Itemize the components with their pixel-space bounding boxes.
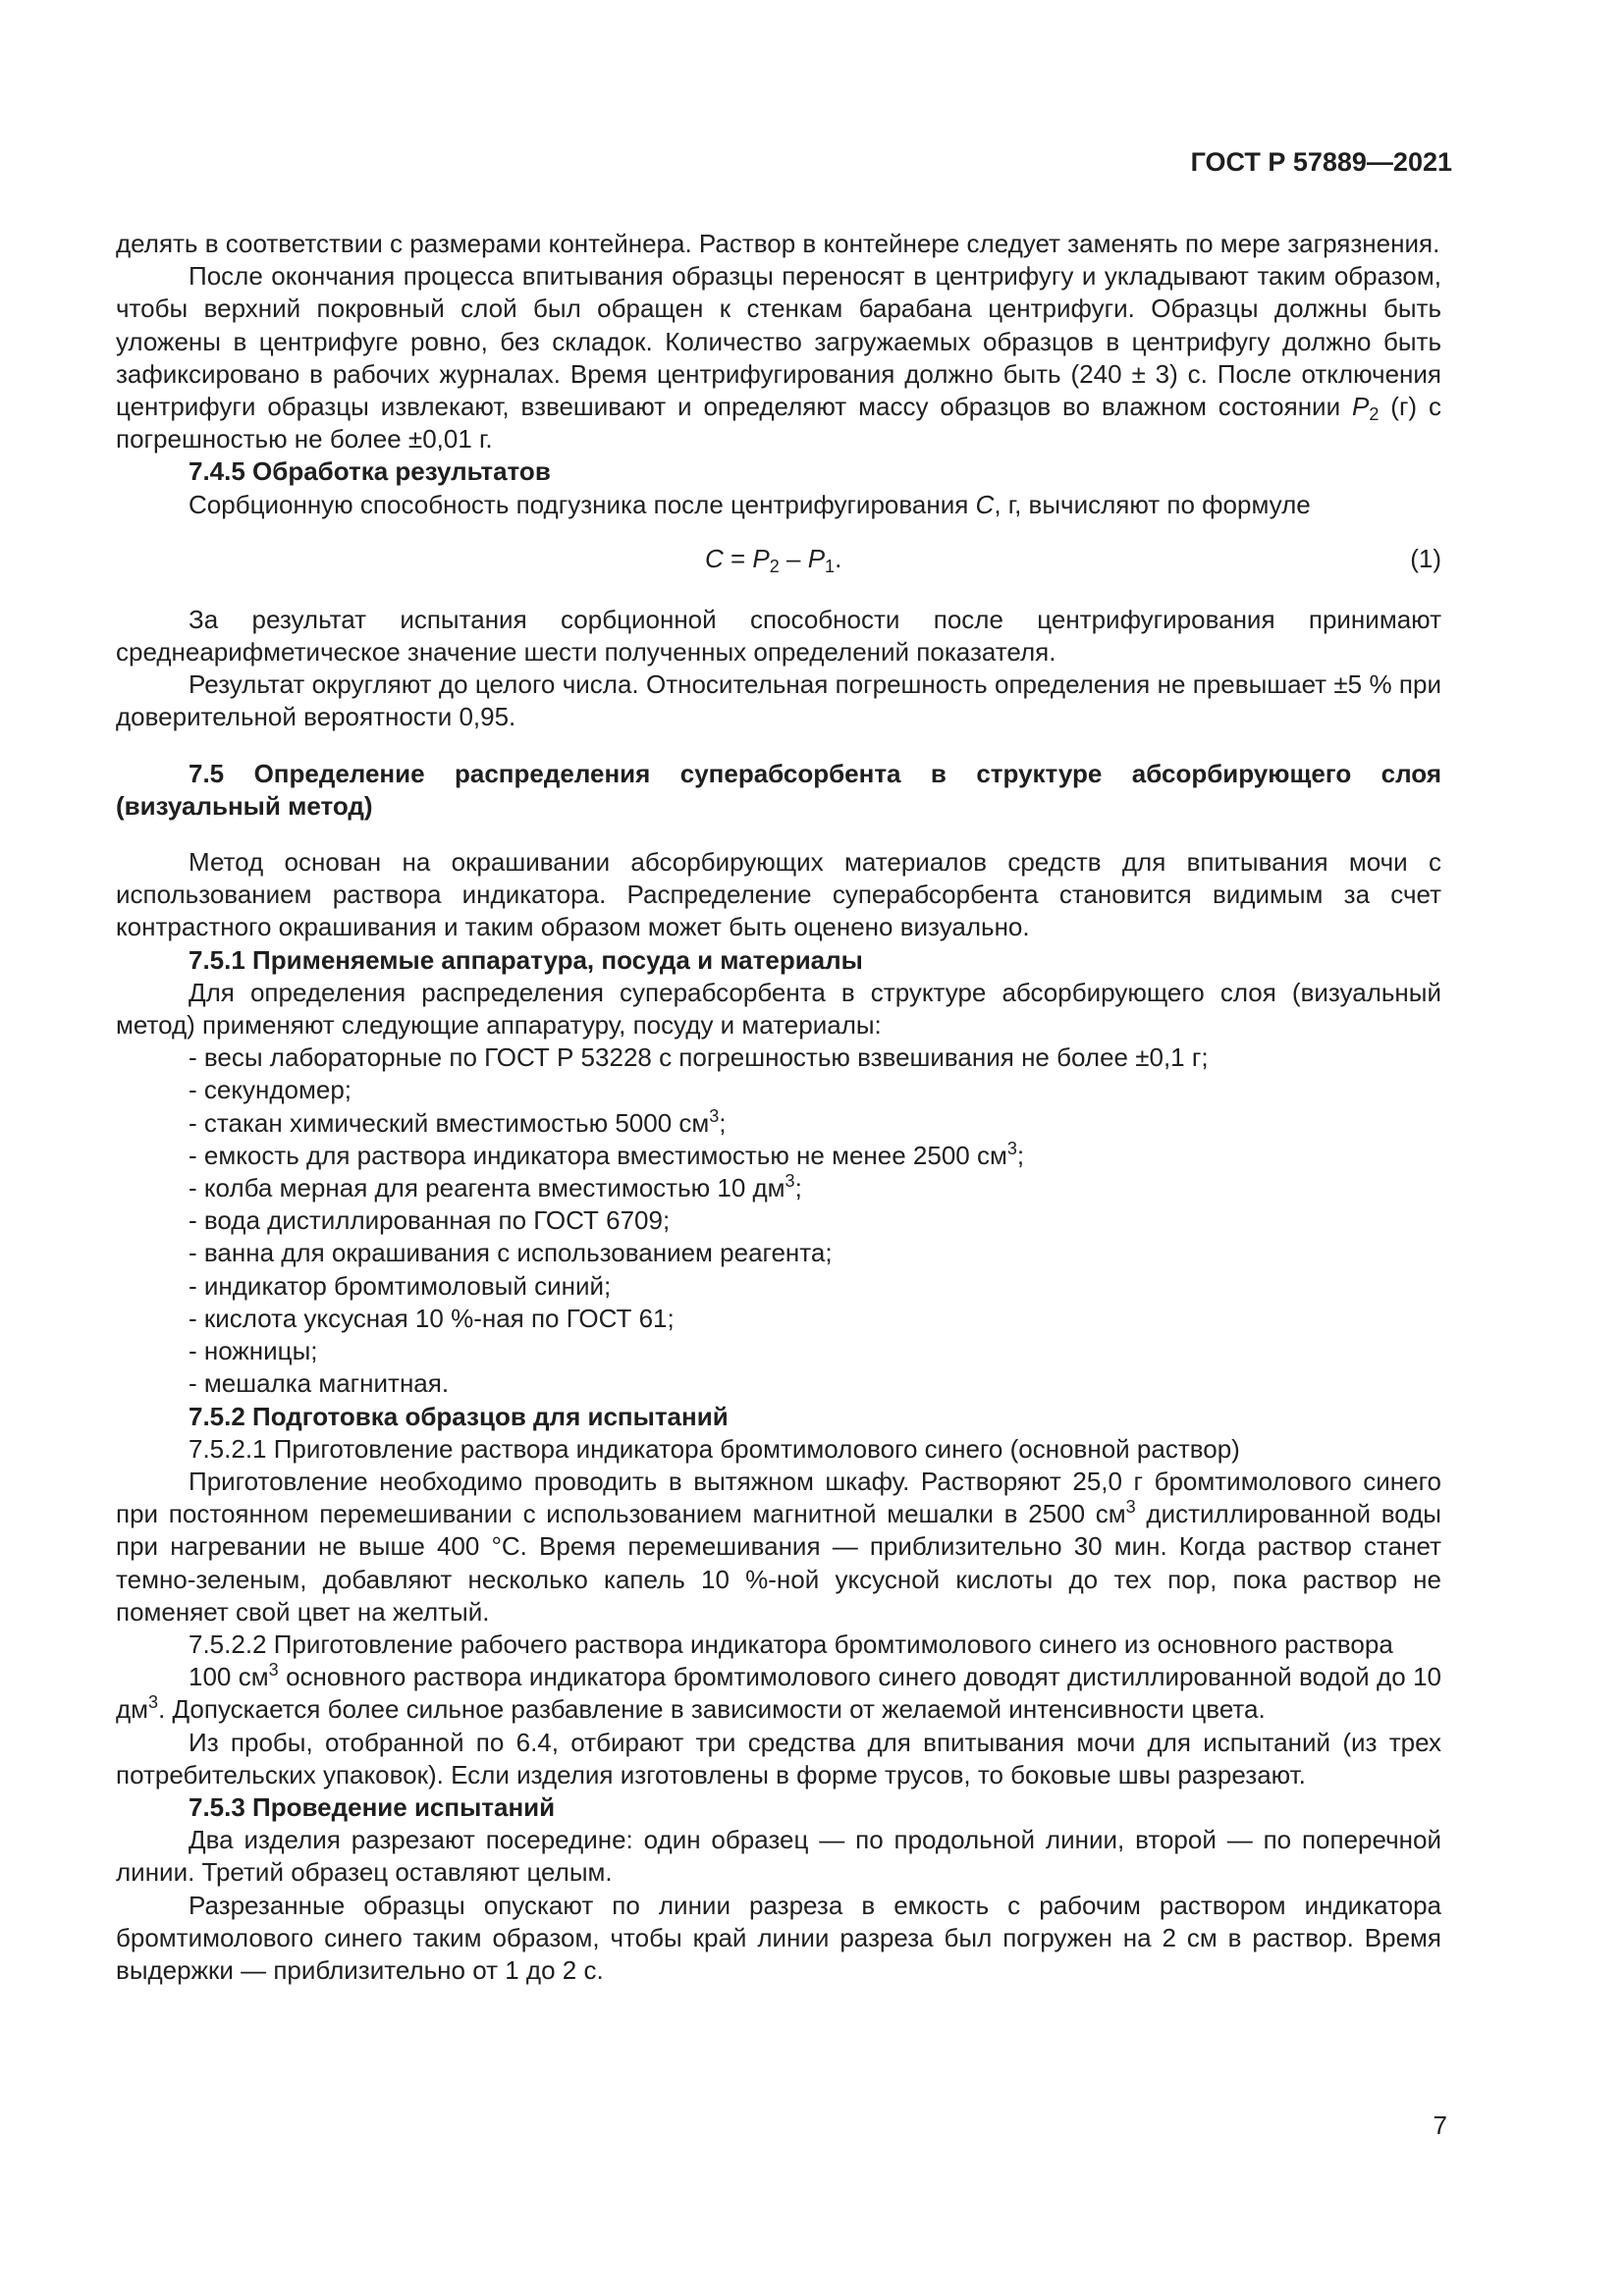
- paragraph: Из пробы, отобранной по 6.4, отбирают три средства для впитывания мочи для испытаний (из трех потребительских упаковок). Если изделия изготовлены в форме трусов, то боковые швы разрезают.: [116, 1727, 1441, 1789]
- list-item: - емкость для раствора индикатора вместимостью не менее 2500 $см^3$;: [189, 1138, 1025, 1170]
- clause-7-5-2-1: 7.5.2.1 Приготовление раствора индикатора бромтимолового синего (основной раствор): [189, 1433, 1240, 1464]
- list-item: - ножницы;: [189, 1336, 318, 1366]
- subsection-heading-7-5-1: 7.5.1 Применяемые аппаратура, посуда и материалы: [189, 944, 863, 975]
- list-item: - ванна для окрашивания с использованием реагента;: [189, 1238, 833, 1268]
- paragraph: После окончания процесса впитывания образцы переносят в центрифугу и укладывают таким образом, чтобы верхний покровный слой был обращен к стенкам барабана центрифуги. Образцы должны быть уложены в центрифуге ровно, без складок. Количество загружаемых образцов в центрифугу должно быть зафиксировано в рабочих журналах. Время центрифугирования должно быть (240 ± 3) с. После отключения центрифуги образцы извлекают, взвешивают и определяют массу образцов во влажном состоянии $P_2$ (г) с погрешностью не более ±0,01 г.: [116, 261, 1441, 454]
- paragraph: Два изделия разрезают посередине: один образец — по продольной линии, второй — по поперечной линии. Третий образец оставляют целым.: [116, 1825, 1441, 1888]
- paragraph: Сорбционную способность подгузника после центрифугирования C, г, вычисляют по формуле: [189, 489, 1311, 519]
- page-number: 7: [1433, 2110, 1447, 2140]
- section-heading-7-5: 7.5 Определение распределения суперабсорбента в структуре абсорбирующего слоя (визуальный метод): [116, 758, 1441, 821]
- paragraph: Результат округляют до целого числа. Относительная погрешность определения не превышает ±5 % при доверительной вероятности 0,95.: [116, 669, 1441, 732]
- subsection-heading-7-5-3: 7.5.3 Проведение испытаний: [189, 1791, 556, 1822]
- list-item: - весы лабораторные по ГОСТ Р 53228 с погрешностью взвешивания не более ±0,1 г;: [189, 1042, 1209, 1073]
- list-item: - кислота уксусная 10 %-ная по ГОСТ 61;: [189, 1303, 675, 1333]
- paragraph: Для определения распределения суперабсорбента в структуре абсорбирующего слоя (визуальный метод) применяют следующие аппаратуру, посуду и материалы:: [116, 977, 1441, 1041]
- subsection-heading-7-5-2: 7.5.2 Подготовка образцов для испытаний: [189, 1401, 729, 1431]
- clause-7-5-2-2: 7.5.2.2 Приготовление рабочего раствора индикатора бромтимолового синего из основного раствора: [189, 1629, 1393, 1659]
- paragraph: 100 $см^3$ основного раствора индикатора бромтимолового синего доводят дистиллированной водой до 10 $дм^3$. Допускается более сильное разбавление в зависимости от желаемой интенсивности цвета.: [116, 1660, 1441, 1725]
- list-item: - мешалка магнитная.: [189, 1368, 450, 1399]
- list-item: - вода дистиллированная по ГОСТ 6709;: [189, 1205, 671, 1236]
- paragraph: Метод основан на окрашивании абсорбирующих материалов средств для впитывания мочи с использованием раствора индикатора. Распределение суперабсорбента становится видимым за счет контрастного окрашивания и таким образом может быть оценено визуально.: [116, 847, 1441, 942]
- list-item: - стакан химический вместимостью 5000 $см^3$;: [189, 1105, 727, 1138]
- formula-expression: $C = P_2 - P_1$.: [705, 543, 842, 576]
- list-item: - индикатор бромтимоловый синий;: [189, 1270, 612, 1301]
- standard-header: ГОСТ Р 57889—2021: [1190, 147, 1452, 177]
- formula-number: (1): [1410, 543, 1441, 573]
- list-item: - секундомер;: [189, 1075, 352, 1105]
- paragraph: Приготовление необходимо проводить в вытяжном шкафу. Растворяют 25,0 г бромтимолового синего при постоянном перемешивании с использованием магнитной мешалки в 2500 $см^3$ дистиллированной воды при нагревании не выше 400 °С. Время перемешивания — приблизительно 30 мин. Когда раствор станет темно-зеленым, добавляют несколько капель 10 %-ной уксусной кислоты до тех пор, пока раствор не поменяет свой цвет на желтый.: [116, 1466, 1441, 1627]
- paragraph: За результат испытания сорбционной способности после центрифугирования принимают среднеарифметическое значение шести полученных определений показателя.: [116, 604, 1441, 667]
- formula-1: [116, 543, 1441, 582]
- paragraph: Разрезанные образцы опускают по линии разреза в емкость с рабочим раствором индикатора бромтимолового синего таким образом, чтобы край линии разреза был погружен на 2 см в раствор. Время выдержки — приблизительно от 1 до 2 с.: [116, 1890, 1441, 1985]
- paragraph: делять в соответствии с размерами контейнера. Раствор в контейнере следует заменять по мере загрязнения.: [116, 229, 1440, 258]
- list-item: - колба мерная для реагента вместимостью 10 $дм^3$;: [189, 1171, 802, 1203]
- document-body: [116, 228, 1441, 1987]
- subsection-heading-7-4-5: 7.4.5 Обработка результатов: [189, 456, 551, 487]
